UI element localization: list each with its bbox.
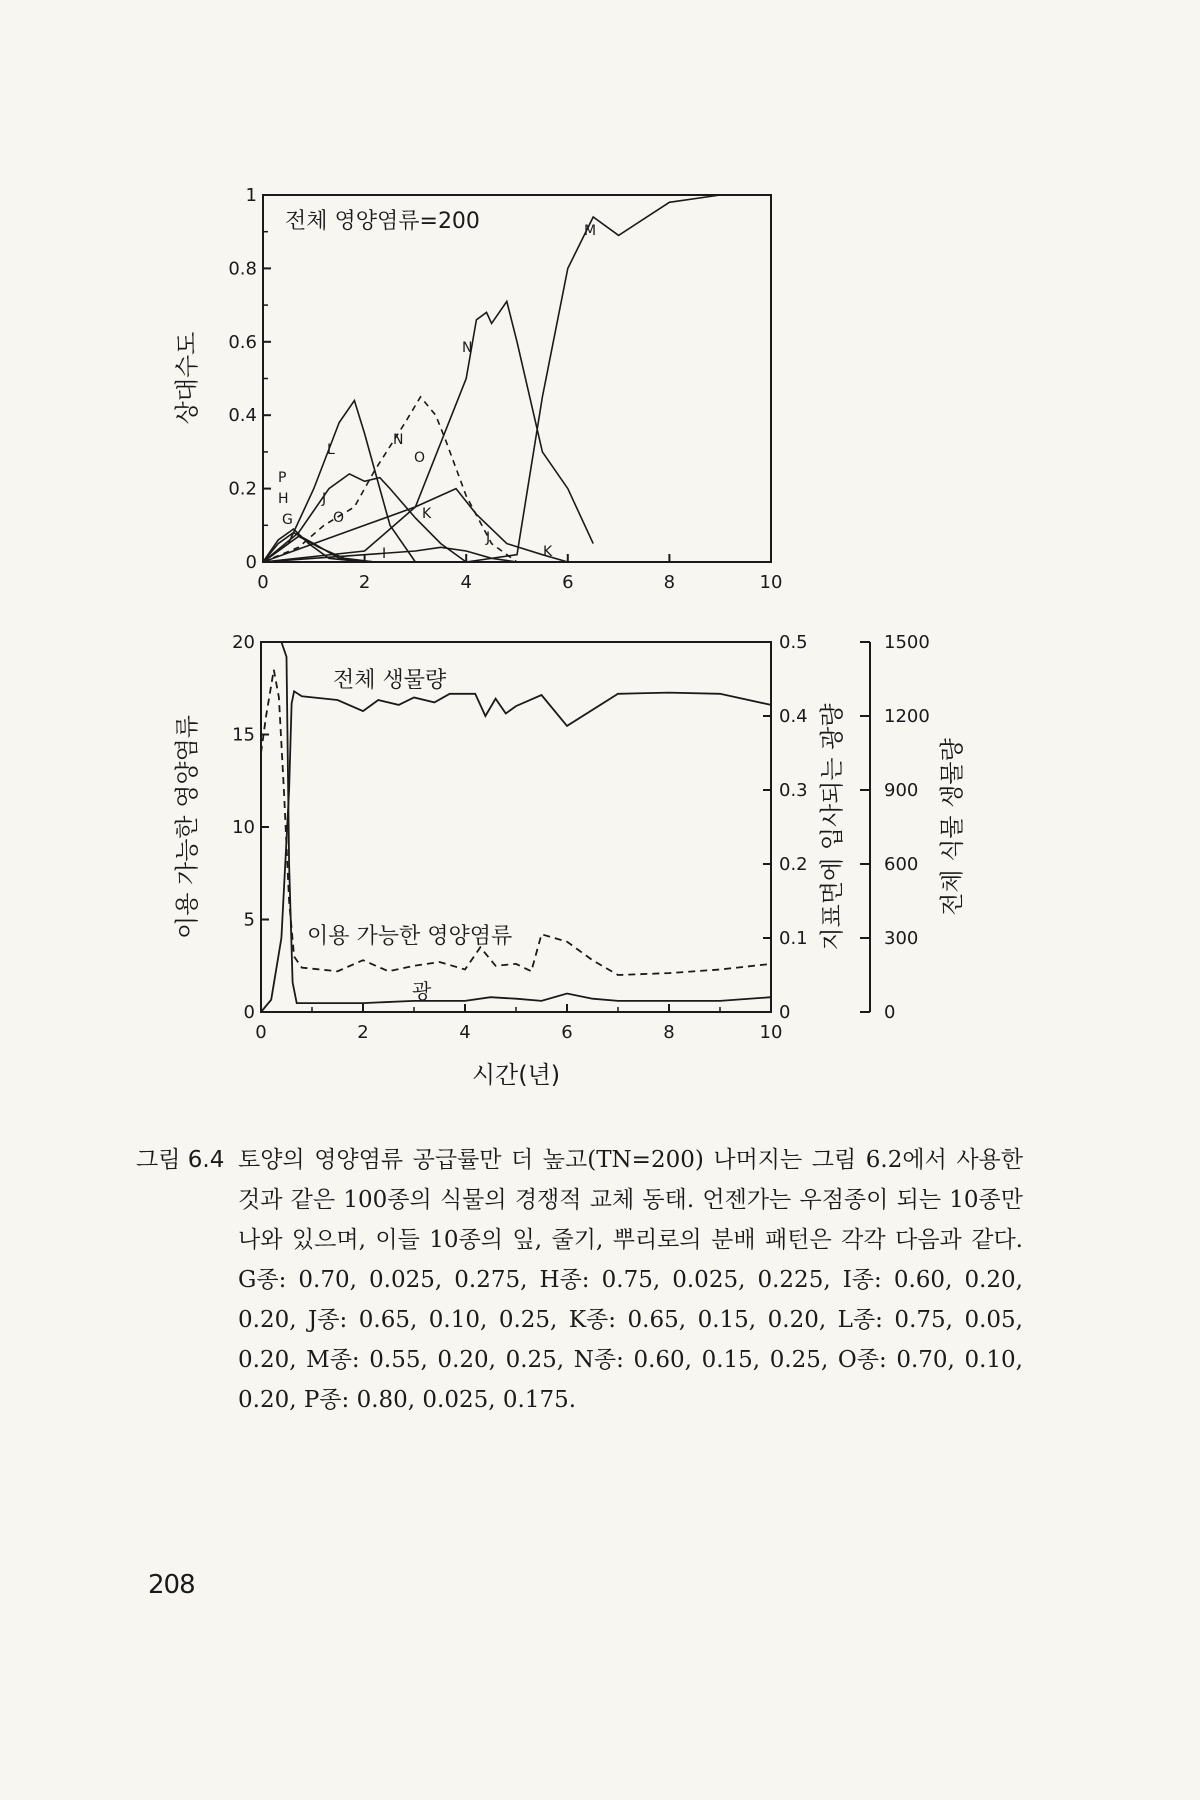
right-inner-y-tick-label: 0.4 [779, 706, 808, 727]
top-y-axis-label: 상대수도 [173, 331, 201, 425]
series-line-M [263, 195, 771, 562]
top-y-tick-label: 0 [245, 552, 257, 573]
biomass-series-label: 전체 생물량 [333, 668, 447, 693]
left-y-tick-label: 10 [232, 817, 255, 838]
right-outer-y-tick-label: 600 [884, 854, 919, 875]
bottom-x-axis-label: 시간(년) [471, 1061, 561, 1089]
bottom-right-outer-y-axis-label: 전체 식물 생물량 [938, 738, 966, 916]
point-label-P: P [278, 470, 287, 486]
top-y-tick-label: 0.2 [228, 478, 257, 500]
bottom-left-y-axis-label: 이용 가능한 영양염류 [173, 715, 201, 939]
top-x-tick-label: 4 [460, 572, 472, 593]
right-outer-y-tick-label: 300 [884, 928, 919, 949]
left-y-tick-label: 0 [243, 1002, 255, 1023]
point-label-J-upper: J [322, 491, 327, 507]
top-point-labels [278, 223, 596, 562]
bottom-x-tick-label: 4 [459, 1022, 471, 1043]
bottom-right-inner-y-axis-label: 지표면에 입사되는 광량 [818, 703, 846, 951]
bottom-chart [173, 632, 966, 1089]
caption-text: 토양의 영양염류 공급률만 더 높고(TN=200) 나머지는 그림 6.2에서 사용한 것과 같은 100종의 식물의 경쟁적 교체 동태. 언젠가는 우점종이 되는 10종만 나와 있으며, 이들 10종의 잎, 줄기, 뿌리로의 분배 패턴은 각각 다음과 같다. G종: 0.70, 0.025, 0.275, H종: 0.75, 0.025, 0.225, I종: 0.60, 0.20, 0.20, J종: 0.65, 0.10, 0.25, K종: 0.65, 0.15, 0.20, L종: 0.75, 0.05, 0.20, M종: 0.55, 0.20, 0.25, N종: 0.60, 0.15, 0.25, O종: 0.70, 0.10, 0.20, P종: 0.80, 0.025, 0.175. [238, 1147, 1023, 1413]
point-label-O-upper: O [414, 450, 426, 466]
left-y-tick-label: 15 [232, 724, 255, 746]
right-inner-y-tick-label: 0.1 [779, 928, 808, 949]
top-y-tick-label: 0.8 [228, 258, 257, 280]
right-outer-y-tick-label: 900 [884, 780, 919, 801]
point-label-L: L [327, 442, 335, 458]
top-x-tick-label: 2 [358, 572, 371, 593]
point-label-N-lower: N [393, 432, 404, 448]
top-y-tick-label: 1 [245, 185, 257, 206]
top-x-tick-label: 0 [257, 572, 269, 593]
left-y-tick-label: 20 [232, 632, 255, 653]
right-inner-y-tick-label: 0.3 [779, 780, 808, 801]
bottom-chart-frame [261, 642, 771, 1012]
top-y-tick-label: 0.4 [228, 405, 257, 427]
bottom-x-tick-label: 8 [663, 1022, 675, 1043]
series-line-N [263, 301, 593, 562]
point-label-K-upper: K [422, 506, 432, 522]
right-outer-y-tick-label: 0 [884, 1002, 896, 1023]
right-outer-y-tick-label: 1500 [884, 632, 930, 653]
point-label-J-lower: J [486, 530, 491, 546]
right-inner-y-tick-label: 0.2 [779, 854, 808, 875]
top-y-tick-label: 0.6 [228, 331, 257, 353]
bottom-x-tick-label: 0 [255, 1022, 267, 1043]
point-label-O-lower: O [333, 510, 345, 526]
top-x-tick-label: 6 [562, 572, 574, 593]
light-series-label: 광 [412, 979, 432, 1003]
bottom-x-tick-label: 10 [759, 1022, 783, 1043]
top-x-tick-label: 10 [759, 572, 783, 593]
right-inner-y-tick-label: 0.5 [779, 632, 808, 653]
bottom-x-tick-label: 2 [357, 1022, 369, 1043]
point-label-K-lower: K [543, 544, 553, 560]
right-outer-y-tick-label: 1200 [884, 706, 930, 727]
point-label-M: M [584, 223, 597, 239]
top-x-tick-label: 8 [663, 572, 676, 593]
top-chart [173, 185, 782, 593]
bottom-x-tick-label: 6 [561, 1022, 573, 1043]
point-label-N-upper: N [462, 340, 473, 356]
caption-label: 그림 6.4 [136, 1147, 225, 1173]
point-label-I: I [382, 546, 387, 562]
point-label-H: H [278, 491, 289, 507]
top-chart-annotation: 전체 영양염류=200 [285, 209, 480, 234]
page-number: 208 [148, 1570, 195, 1600]
top-chart-frame [263, 195, 771, 562]
left-y-tick-label: 5 [243, 909, 255, 931]
nutrient-series-label: 이용 가능한 영양염류 [307, 924, 513, 949]
point-label-G: G [282, 512, 293, 528]
right-inner-y-tick-label: 0 [779, 1002, 791, 1023]
